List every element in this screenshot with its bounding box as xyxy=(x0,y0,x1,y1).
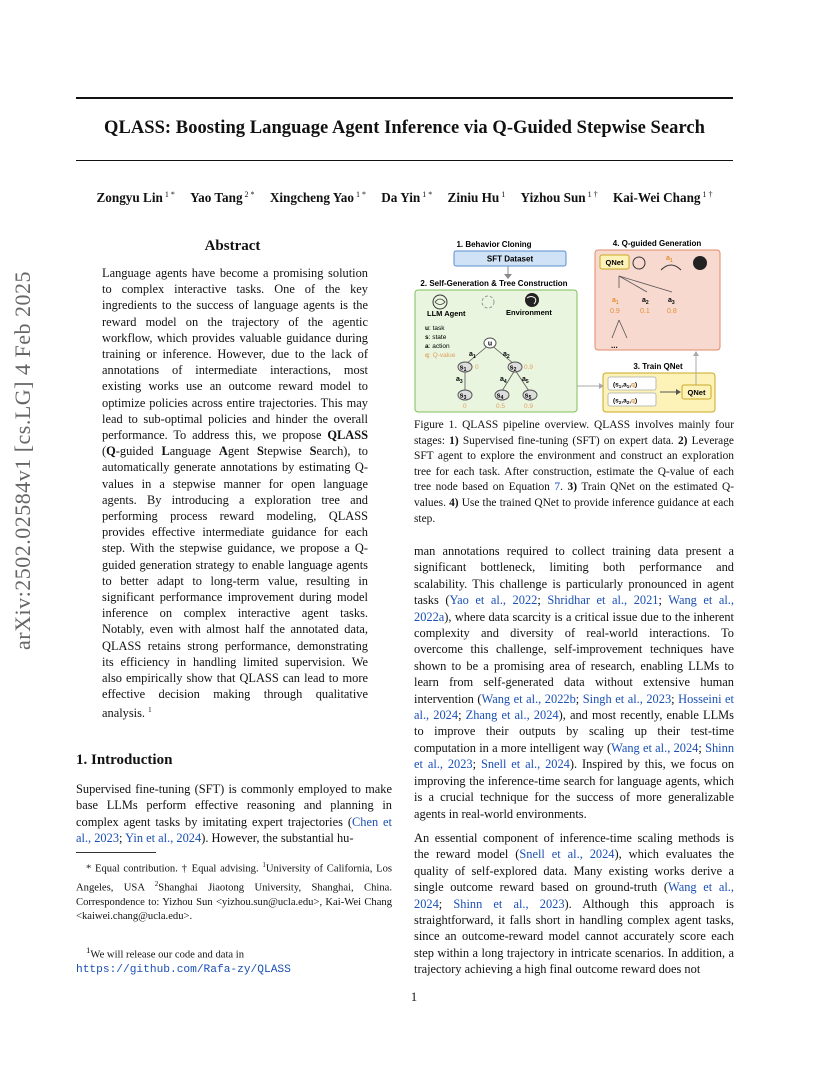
svg-text:0.9: 0.9 xyxy=(610,308,620,315)
github-link[interactable]: https://github.com/Rafa-zy/QLASS xyxy=(76,963,291,976)
bottom-rule xyxy=(76,160,733,161)
citation-link[interactable]: Hosseini et al., 2024 xyxy=(414,691,734,723)
svg-text:a1: $a_1$ xyxy=(666,255,673,264)
pipeline-figure xyxy=(414,236,734,414)
section-heading-introduction: 1. Introduction xyxy=(76,752,173,768)
stage2-label: 2. Self-Generation & Tree Construction xyxy=(420,279,568,288)
svg-text:0: 0 xyxy=(475,364,479,371)
author: Xingcheng Yao $^{1 *}$ xyxy=(269,190,366,206)
svg-text:a3: $a_3$ xyxy=(456,376,463,385)
citation-link[interactable]: Yin et al., 2024 xyxy=(125,831,202,846)
svg-text:0.1: 0.1 xyxy=(640,308,650,315)
svg-text:a4: $a_4$ xyxy=(500,376,507,385)
globe-icon xyxy=(693,256,707,270)
affiliation-footnote: * Equal contribution. † Equal advising. $^1$University of California, Los Angeles, USA $^2$Shanghai Jiaotong University, Shanghai, China. Correspondence to: Yizhou Sun <yizhou.sun@ucla.edu>, Kai-Wei Chang <kaiwei.chang@ucla.edu>. xyxy=(76,861,392,922)
abstract-body: Language agents have become a promising solution to complex interactive tasks. One of the key ingredients to the success of language agents is the reward model on the trajectory of the agentic workflow, which provides valuable guidance during training or inference. However, due to the lack of annotations of intermediate interactions, most existing works use an outcome reward model to optimize policies across entire trajectories. This may lead to sub-optimal policies and hinder the overall performance. To address this, we propose QLASS (Q-guided Language Agent Stepwise Search), to automatically generate annotations by estimating Q-values in a stepwise manner for open language agents. By introducing a exploration tree and performing process reward modeling, QLASS provides effective intermediate guidance for each step. With the stepwise guidance, we propose a Q-guided generation strategy to enable language agents to better adapt to long-term value, resulting in significant performance improvement during model inference on complex interactive agent tasks. Notably, even with almost half the annotated data, QLASS retains strong performance, demonstrating its efficiency in handling limited supervision. We also empirically show that QLASS can lead to more effective decision making through qualitative analysis. $^1$ xyxy=(102,266,368,721)
svg-text:0.8: 0.8 xyxy=(667,308,677,315)
svg-text:s4: $s_4$ xyxy=(496,392,504,401)
author: Da Yin $^{1 *}$ xyxy=(381,190,433,206)
svg-text:s3: $s_3$ xyxy=(459,392,467,401)
svg-text:a1: $a_1$ xyxy=(612,297,619,306)
citation-link[interactable]: Wang et al., 2022b xyxy=(481,691,576,706)
svg-text:0.9: 0.9 xyxy=(524,364,534,371)
intro-paragraph: Supervised fine-tuning (SFT) is commonly employed to make base LLMs perform effective reasoning and planning in complex agent tasks by imitating expert trajectories (Chen et al., 2023; Yin et al., 2024). However, the substantial hu- xyxy=(76,782,393,846)
svg-text:a2: $a_2$ xyxy=(642,297,649,306)
author: Yao Tang $^{2 *}$ xyxy=(190,190,255,206)
svg-text:...: ... xyxy=(611,341,618,350)
svg-text:0.5: 0.5 xyxy=(496,403,506,410)
citation-link[interactable]: Wang et al., 2022a xyxy=(414,593,734,624)
stage3-label: 3. Train QNet xyxy=(633,362,683,371)
svg-text:0.9: 0.9 xyxy=(524,403,534,410)
author: Zongyu Lin $^{1 *}$ xyxy=(96,190,175,206)
citation-link[interactable]: Yao et al., 2022 xyxy=(449,593,538,608)
arxiv-stamp: arXiv:2502.02584v1 [cs.LG] 4 Feb 2025 xyxy=(10,270,35,650)
top-rule xyxy=(76,97,733,99)
citation-link[interactable]: Zhang et al., 2024 xyxy=(465,708,559,723)
svg-text:a5: $a_5$ xyxy=(522,376,529,385)
svg-text:QNet: QNet xyxy=(605,258,624,267)
svg-text:s2: $s_2$ xyxy=(509,364,517,373)
sft-label: SFT Dataset xyxy=(486,254,534,264)
svg-text:(s2,a2,q): $(s_2,a_2,q)$ xyxy=(613,397,638,405)
citation-link[interactable]: Chen et al., 2023 xyxy=(76,814,393,846)
svg-text:a1: $a_1$ xyxy=(469,351,476,360)
paragraph: man annotations required to collect training data present a significant bottleneck, limiting both performance and scalability. This challenge is particularly pronounced in agent tasks (Yao et al., 2022; Shridhar et al., 2021; Wang et al., 2022a), where data scarcity is a critical issue due to the inherent complexity and diversity of real-world interactions. To overcome this challenge, self-improvement techniques have shown to be a promising area of research, enabling LLMs to learn from self-generated data without extensive human intervention (Wang et al., 2022b; Singh et al., 2023; Hosseini et al., 2024; Zhang et al., 2024), and most recently, enable LLMs to improve their outputs by scaling up their test-time computation in a more intelligent way (Wang et al., 2024; Shinn et al., 2023; Snell et al., 2024). Inspired by this, we focus on improving the inference-time search for language agents, which is a crucial technique for the success of more generalizable agents in real-world environments. xyxy=(414,544,735,821)
citation-link[interactable]: Singh et al., 2023 xyxy=(582,691,672,706)
svg-text:QNet: QNet xyxy=(687,388,706,397)
svg-text:0: 0 xyxy=(463,403,467,410)
figure-caption: Figure 1. QLASS pipeline overview. QLASS involves mainly four stages: 1) Supervised fine-tuning (SFT) on expert data. 2) Leverage SFT agent to explore the environment and construct an exploration tree for each task. After construction, estimate the Q-value of each tree node based on Equation 7. 3) Train QNet on the estimated Q-values. 4) Use the trained QNet to provide inference guidance at each step. xyxy=(414,419,735,525)
citation-link[interactable]: Snell et al., 2024 xyxy=(480,757,570,772)
svg-text:s5: $s_5$ xyxy=(524,392,532,401)
svg-text:s1: $s_1$ xyxy=(459,364,467,373)
footnote-rule xyxy=(76,852,156,853)
svg-text:a2: $a_2$ xyxy=(503,351,510,360)
page-number: 1 xyxy=(410,990,418,1004)
right-column-text xyxy=(414,543,734,986)
environment-label: Environment xyxy=(506,308,552,317)
svg-text:(s1,a1,q): $(s_1,a_1,q)$ xyxy=(613,381,638,389)
citation-link[interactable]: Shinn et al., 2023 xyxy=(414,740,735,772)
stage4-label: 4. Q-guided Generation xyxy=(612,239,702,248)
author: Kai-Wei Chang $^{1 \dagger}$ xyxy=(612,190,713,206)
equation-link[interactable]: 7 xyxy=(554,481,561,494)
citation-link[interactable]: Shinn et al., 2023 xyxy=(453,896,565,911)
svg-text:a: action: a: action xyxy=(425,343,450,350)
code-release-footnote: $^1$We will release our code and data in https://github.com/Rafa-zy/QLASS xyxy=(76,945,291,976)
author: Yizhou Sun $^{1 \dagger}$ xyxy=(520,190,598,206)
stage1-label: 1. Behavior Cloning xyxy=(456,240,532,249)
paragraph: An essential component of inference-time scaling methods is the reward model (Snell et al., 2024), which evaluates the quality of self-explored data. Many existing works derive a single outcome reward based on ground-truth (Wang et al., 2024; Shinn et al., 2023). Although this approach is straightforward, it falls short in handling complex agent tasks, since an outcome-reward model cannot accurately score each step within a long trajectory in intricate scenarios. In addition, a trajectory achieving a high final outcome reward does not xyxy=(414,830,734,977)
svg-text:q: Q-value: q: Q-value xyxy=(425,352,456,359)
llm-agent-label: LLM Agent xyxy=(427,309,466,318)
paper-title: QLASS: Boosting Language Agent Inference via Q-Guided Stepwise Search xyxy=(104,118,705,138)
citation-link[interactable]: Snell et al., 2024 xyxy=(519,847,615,862)
svg-text:a3: $a_3$ xyxy=(668,297,675,306)
svg-text:u: u xyxy=(487,340,493,348)
citation-link[interactable]: Wang et al., 2024 xyxy=(611,740,699,755)
globe-icon xyxy=(525,293,539,307)
author: Ziniu Hu $^1$ xyxy=(447,190,506,206)
citation-link[interactable]: Shridhar et al., 2021 xyxy=(547,593,659,608)
svg-text:s: state: s: state xyxy=(425,334,447,341)
svg-text:u: task: u: task xyxy=(425,325,445,332)
citation-link[interactable]: Wang et al., 2024 xyxy=(414,880,734,911)
author-list xyxy=(76,190,733,206)
abstract-heading: Abstract xyxy=(204,238,261,254)
